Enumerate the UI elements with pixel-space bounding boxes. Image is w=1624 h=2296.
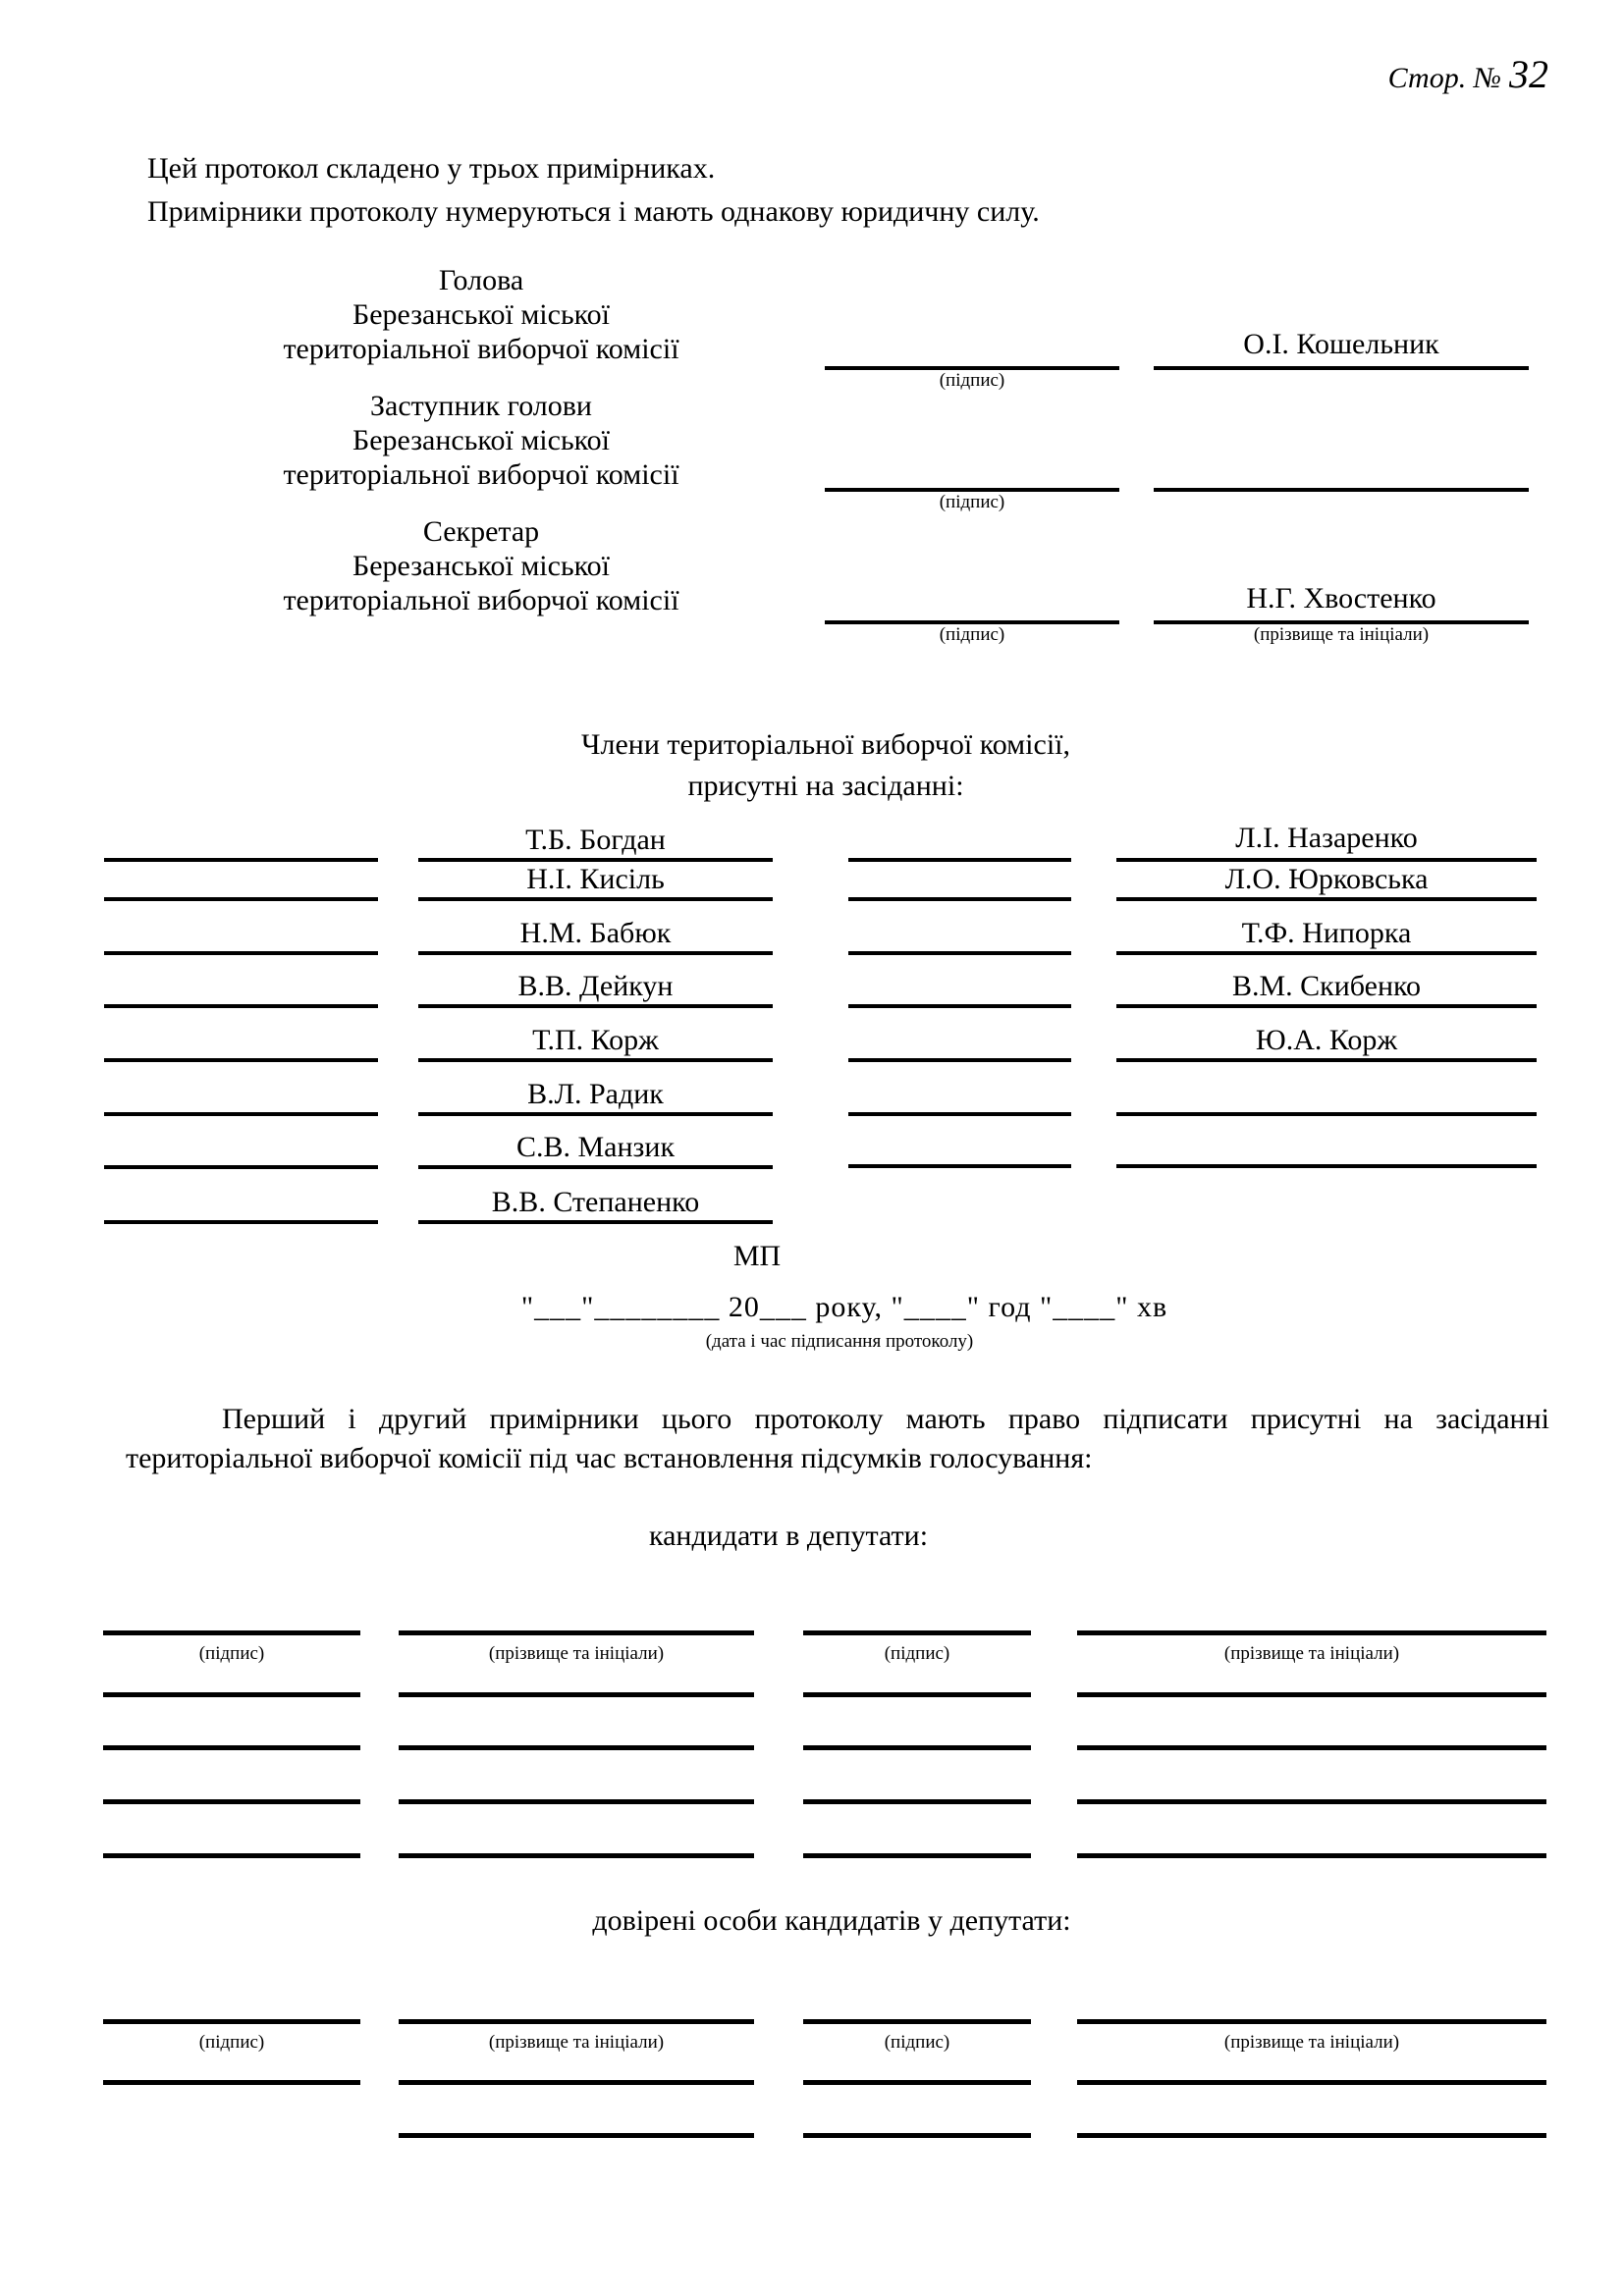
member-name-line [418,951,773,955]
member-signature-line [104,951,378,955]
member-signature-line [104,1004,378,1008]
member-name: С.В. Манзик [515,1131,676,1163]
candidate-surname-line [399,1745,754,1750]
signature-caption: (підпис) [939,624,1005,645]
member-name-line [418,1165,773,1169]
datetime-blank-line: "___"________ 20___ року, "____" год "____" хв [520,1291,1168,1323]
trustee-signature-line [803,2019,1031,2024]
role-line: Березанської міської [352,424,611,456]
role-line: Голова [438,264,524,296]
candidate-signature-line [803,1692,1031,1697]
page-number-value: 32 [1509,52,1548,96]
member-name-line [1116,1112,1537,1116]
candidate-signature-line [103,1630,360,1635]
trustee-surname-line [399,2019,754,2024]
member-name: Н.І. Кисіль [526,863,665,895]
official-name-head: О.І. Кошельник [1243,328,1439,360]
member-name-line [1116,897,1537,901]
member-name: В.В. Дейкун [517,970,674,1002]
trustee-signature-line [103,2080,360,2085]
role-line: територіальної виборчої комісії [283,584,679,616]
role-line: Секретар [422,515,540,548]
trustee-surname-line [399,2133,754,2138]
official-role-secretary [177,514,785,617]
trustee-signature-line [803,2080,1031,2085]
candidate-surname-line [399,1692,754,1697]
role-line: Березанської міської [352,298,611,331]
surname-caption: (прізвище та ініціали) [1223,1643,1400,1664]
member-name: Н.М. Бабюк [519,917,672,949]
member-signature-line [848,1112,1071,1116]
member-signature-line [848,858,1071,862]
page-number-label: Стор. № [1387,62,1501,94]
candidate-signature-line [803,1799,1031,1804]
signature-caption: (підпис) [939,370,1005,391]
candidate-signature-line [103,1853,360,1858]
trustee-surname-line [1077,2080,1546,2085]
member-name: Л.І. Назаренко [1235,822,1418,854]
member-name: В.Л. Радик [527,1078,664,1110]
role-line: територіальної виборчої комісії [283,458,679,491]
member-signature-line [104,858,378,862]
intro-line-2: Примірники протоколу нумеруються і мають однакову юридичну силу. [147,195,1040,228]
member-signature-line [104,1058,378,1062]
official-role-head [177,263,785,366]
official-role-deputy [177,389,785,492]
member-signature-line [848,897,1071,901]
seal-label: МП [732,1240,782,1272]
closing-paragraph: Перший і другий примірники цього протоколу мають право підписати присутні на засіданні територіальної виборчої комісії під час встановлення підсумків голосування: [126,1403,1549,1474]
candidate-surname-line [399,1630,754,1635]
member-signature-line [104,1112,378,1116]
candidate-surname-line [1077,1630,1546,1635]
member-name: В.М. Скибенко [1231,970,1422,1002]
member-name: В.В. Степаненко [491,1186,700,1218]
candidate-signature-line [803,1630,1031,1635]
surname-caption: (прізвище та ініціали) [488,1643,665,1664]
role-line: Березанської міської [352,550,611,582]
member-name-line [418,897,773,901]
intro-paragraph [147,147,1040,234]
member-name: Т.П. Корж [532,1024,659,1056]
candidate-surname-line [1077,1745,1546,1750]
members-heading [174,724,1478,807]
candidate-surname-line [399,1799,754,1804]
members-heading-line-2: присутні на засіданні: [687,770,964,802]
trustees-heading: довірені особи кандидатів у депутати: [592,1904,1071,1937]
intro-line-1: Цей протокол складено у трьох примірниках. [147,152,716,185]
surname-caption: (прізвище та ініціали) [488,2032,665,2053]
member-name-line [418,1220,773,1224]
candidate-surname-line [1077,1853,1546,1858]
candidate-signature-line [103,1799,360,1804]
name-line [1154,366,1529,370]
member-name: Л.О. Юрковська [1224,863,1429,895]
member-name: Т.Ф. Нипорка [1241,917,1412,949]
role-line: Заступник голови [370,390,592,422]
signature-caption: (підпис) [198,2032,265,2053]
member-signature-line [104,897,378,901]
signature-caption: (підпис) [939,492,1005,512]
candidate-surname-line [1077,1799,1546,1804]
member-name-line [1116,951,1537,955]
name-line [1154,488,1529,492]
trustee-signature-line [803,2133,1031,2138]
candidate-signature-line [103,1692,360,1697]
member-name-line [1116,1164,1537,1168]
candidate-signature-line [803,1853,1031,1858]
member-signature-line [104,1165,378,1169]
trustee-surname-line [1077,2019,1546,2024]
official-name-secretary: Н.Г. Хвостенко [1246,582,1436,614]
trustee-signature-line [103,2019,360,2024]
member-name-line [418,1058,773,1062]
members-heading-line-1: Члени територіальної виборчої комісії, [581,728,1070,761]
surname-caption: (прізвище та ініціали) [1223,2032,1400,2053]
candidate-surname-line [1077,1692,1546,1697]
member-signature-line [848,1164,1071,1168]
member-name [1116,1127,1537,1168]
member-signature-line [848,1058,1071,1062]
member-signature-line [104,1220,378,1224]
member-name: Т.Б. Богдан [525,824,666,856]
candidate-signature-line [803,1745,1031,1750]
member-name [1116,1075,1537,1116]
surname-caption: (прізвище та ініціали) [1253,624,1430,645]
datetime-caption: (дата і час підписання протоколу) [705,1331,974,1352]
member-name-line [1116,1004,1537,1008]
member-signature-line [848,951,1071,955]
signature-caption: (підпис) [884,1643,950,1664]
role-line: територіальної виборчої комісії [283,333,679,365]
trustee-surname-line [399,2080,754,2085]
candidate-signature-line [103,1745,360,1750]
signature-caption: (підпис) [884,2032,950,2053]
signature-caption: (підпис) [198,1643,265,1664]
page-number [1388,51,1548,97]
member-signature-line [848,1004,1071,1008]
member-name: Ю.А. Корж [1255,1024,1398,1056]
member-name-line [418,1004,773,1008]
candidates-heading: кандидати в депутати: [648,1520,929,1552]
candidate-surname-line [399,1853,754,1858]
member-name-line [1116,1058,1537,1062]
member-name-line [418,1112,773,1116]
trustee-surname-line [1077,2133,1546,2138]
